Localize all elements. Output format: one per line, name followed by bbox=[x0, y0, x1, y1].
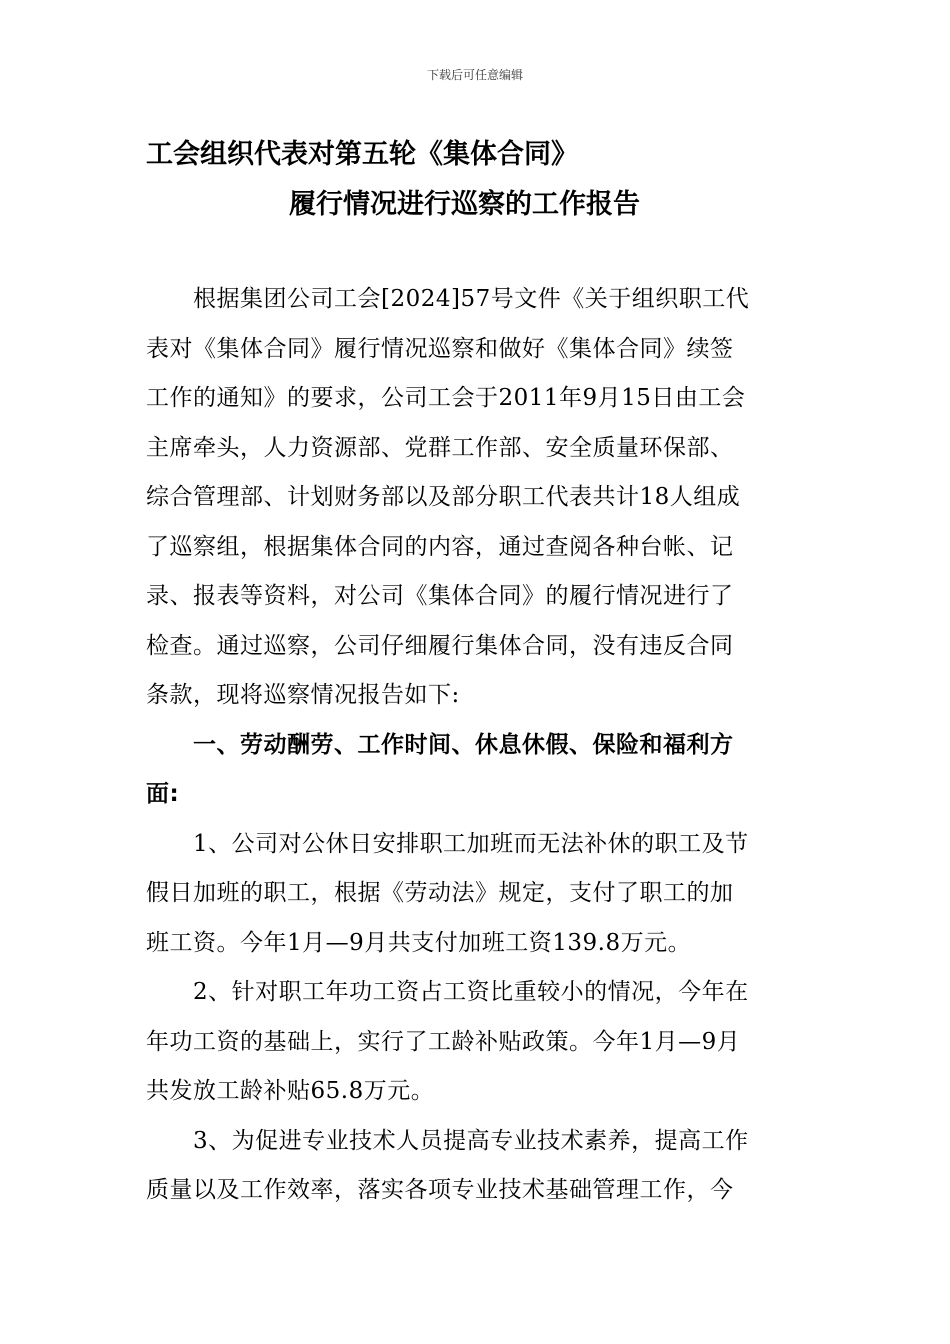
intro-line: 根据集团公司工会[2024]57号文件《关于组织职工代 bbox=[193, 286, 750, 312]
section-heading-line: 面: bbox=[146, 781, 180, 807]
intro-line: 表对《集体合同》履行情况巡察和做好《集体合同》续签 bbox=[146, 335, 734, 362]
intro-line: 录、报表等资料，对公司《集体合同》的履行情况进行了 bbox=[146, 583, 734, 609]
document-title-line-2: 履行情况进行巡察的工作报告 bbox=[289, 189, 640, 220]
item-3-line: 质量以及工作效率，落实各项专业技术基础管理工作，今 bbox=[146, 1177, 734, 1203]
page-header-note: 下载后可任意编辑 bbox=[426, 68, 523, 82]
item-1-line: 班工资。今年1月—9月共支付加班工资139.8万元。 bbox=[146, 929, 692, 956]
document-title-line-1: 工会组织代表对第五轮《集体合同》 bbox=[146, 139, 578, 170]
section-heading-line: 一、劳动酬劳、工作时间、休息休假、保险和福利方 bbox=[193, 731, 734, 758]
item-3-line: 3、为促进专业技术人员提高专业技术素养，提高工作 bbox=[193, 1127, 749, 1154]
item-2-line: 年功工资的基础上，实行了工龄补贴政策。今年1月—9月 bbox=[146, 1028, 741, 1055]
intro-line: 主席牵头，人力资源部、党群工作部、安全质量环保部、 bbox=[146, 434, 734, 461]
intro-line: 检查。通过巡察，公司仔细履行集体合同，没有违反合同 bbox=[146, 632, 734, 659]
intro-line: 了巡察组，根据集体合同的内容，通过查阅各种台帐、记 bbox=[146, 533, 734, 560]
item-2-line: 共发放工龄补贴65.8万元。 bbox=[146, 1078, 435, 1104]
intro-line: 条款，现将巡察情况报告如下: bbox=[146, 682, 460, 708]
document-body bbox=[146, 275, 806, 1216]
item-2-line: 2、针对职工年功工资占工资比重较小的情况，今年在 bbox=[193, 979, 749, 1005]
intro-line: 综合管理部、计划财务部以及部分职工代表共计18人组成 bbox=[146, 484, 741, 510]
item-1-line: 1、公司对公休日安排职工加班而无法补休的职工及节 bbox=[193, 830, 749, 857]
intro-line: 工作的通知》的要求，公司工会于2011年9月15日由工会 bbox=[146, 385, 746, 411]
item-1-line: 假日加班的职工，根据《劳动法》规定，支付了职工的加 bbox=[146, 880, 734, 906]
